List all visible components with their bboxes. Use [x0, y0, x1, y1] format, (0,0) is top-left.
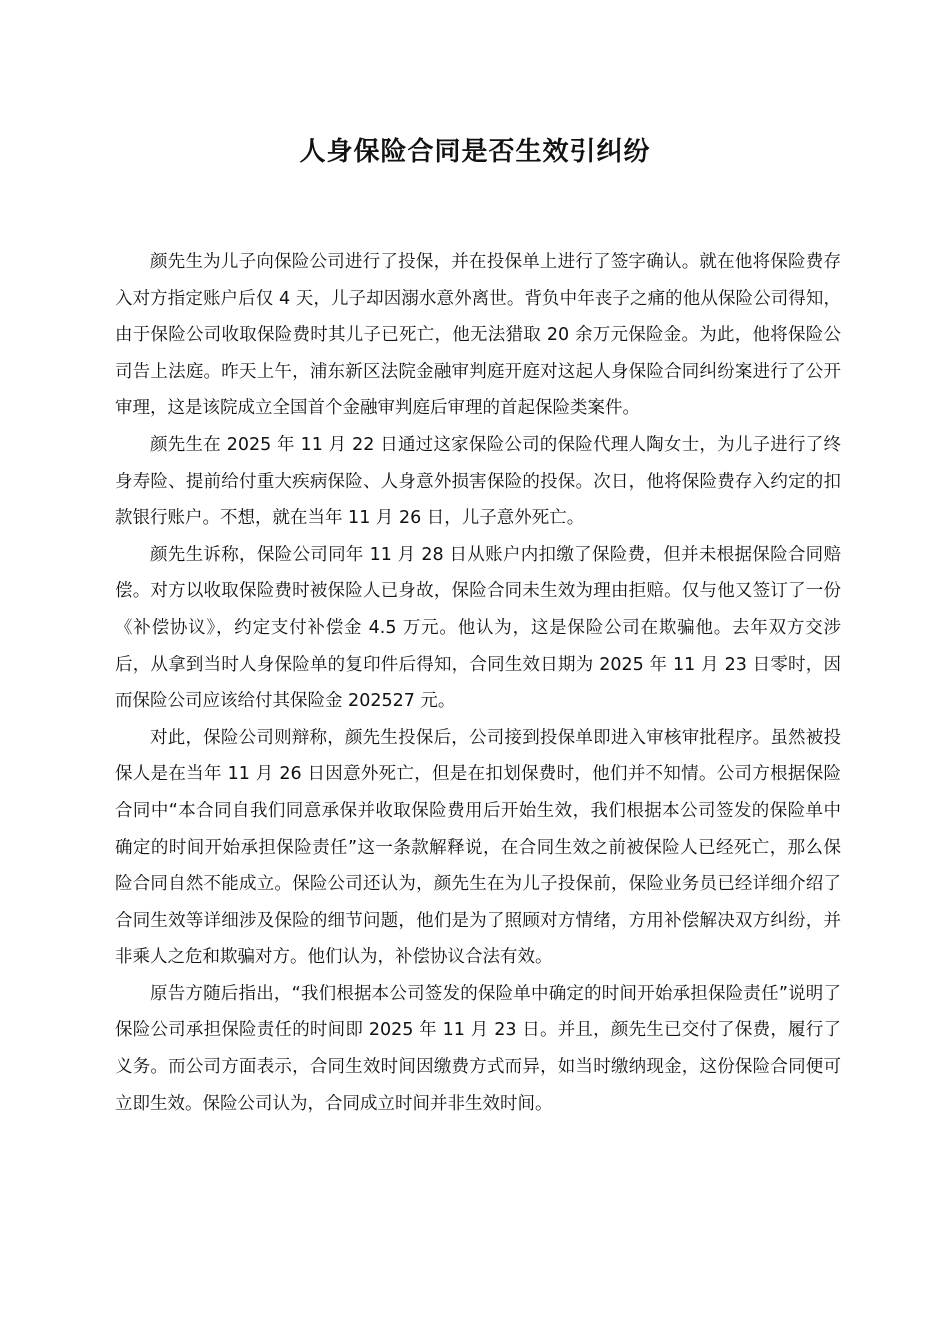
- paragraph-3: 颜先生诉称，保险公司同年 11 月 28 日从账户内扣缴了保险费，但并未根据保险合同赔偿。对方以收取保险费时被保险人已身故，保险合同未生效为理由拒赔。仅与他又签订了一份《补偿协议》，约定支付补偿金 4.5 万元。他认为，这是保险公司在欺骗他。去年双方交涉后，从拿到当时人身保险单的复印件后得知，合同生效日期为 2025 年 11 月 23 日零时，因而保险公司应该给付其保险金 202527 元。: [115, 544, 841, 712]
- paragraph-5: 原告方随后指出，“我们根据本公司签发的保险单中确定的时间开始承担保险责任”说明了保险公司承担保险责任的时间即 2025 年 11 月 23 日。并且，颜先生已交付了保费，履行了义务。而公司方面表示，合同生效时间因缴费方式而异，如当时缴纳现金，这份保险合同便可立即生效。保险公司认为，合同成立时间并非生效时间。: [115, 983, 841, 1114]
- document-title: 人身保险合同是否生效引纠纷: [299, 137, 651, 167]
- paragraph-4: 对此，保险公司则辩称，颜先生投保后，公司接到投保单即进入审核审批程序。虽然被投保人是在当年 11 月 26 日因意外死亡，但是在扣划保费时，他们并不知情。公司方根据保险合同中“本合同自我们同意承保并收取保险费用后开始生效，我们根据本公司签发的保险单中确定的时间开始承担保险责任”这一条款解释说，在合同生效之前被保险人已经死亡，那么保险合同自然不能成立。保险公司还认为，颜先生在为儿子投保前，保险业务员已经详细介绍了合同生效等详细涉及保险的细节问题，他们是为了照顾对方情绪，方用补偿解决双方纠纷，并非乘人之危和欺骗对方。他们认为，补偿协议合法有效。: [115, 727, 841, 968]
- document-body: [115, 244, 841, 1122]
- paragraph-2: 颜先生在 2025 年 11 月 22 日通过这家保险公司的保险代理人陶女士，为儿子进行了终身寿险、提前给付重大疾病保险、人身意外损害保险的投保。次日，他将保险费存入约定的扣款银行账户。不想，就在当年 11 月 26 日，儿子意外死亡。: [115, 434, 841, 529]
- paragraph-1: 颜先生为儿子向保险公司进行了投保，并在投保单上进行了签字确认。就在他将保险费存入对方指定账户后仅 4 天，儿子却因溺水意外离世。背负中年丧子之痛的他从保险公司得知，由于保险公司收取保险费时其儿子已死亡，他无法猎取 20 余万元保险金。为此，他将保险公司告上法庭。昨天上午，浦东新区法院金融审判庭开庭对这起人身保险合同纠纷案进行了公开审理，这是该院成立全国首个金融审判庭后审理的首起保险类案件。: [115, 252, 841, 419]
